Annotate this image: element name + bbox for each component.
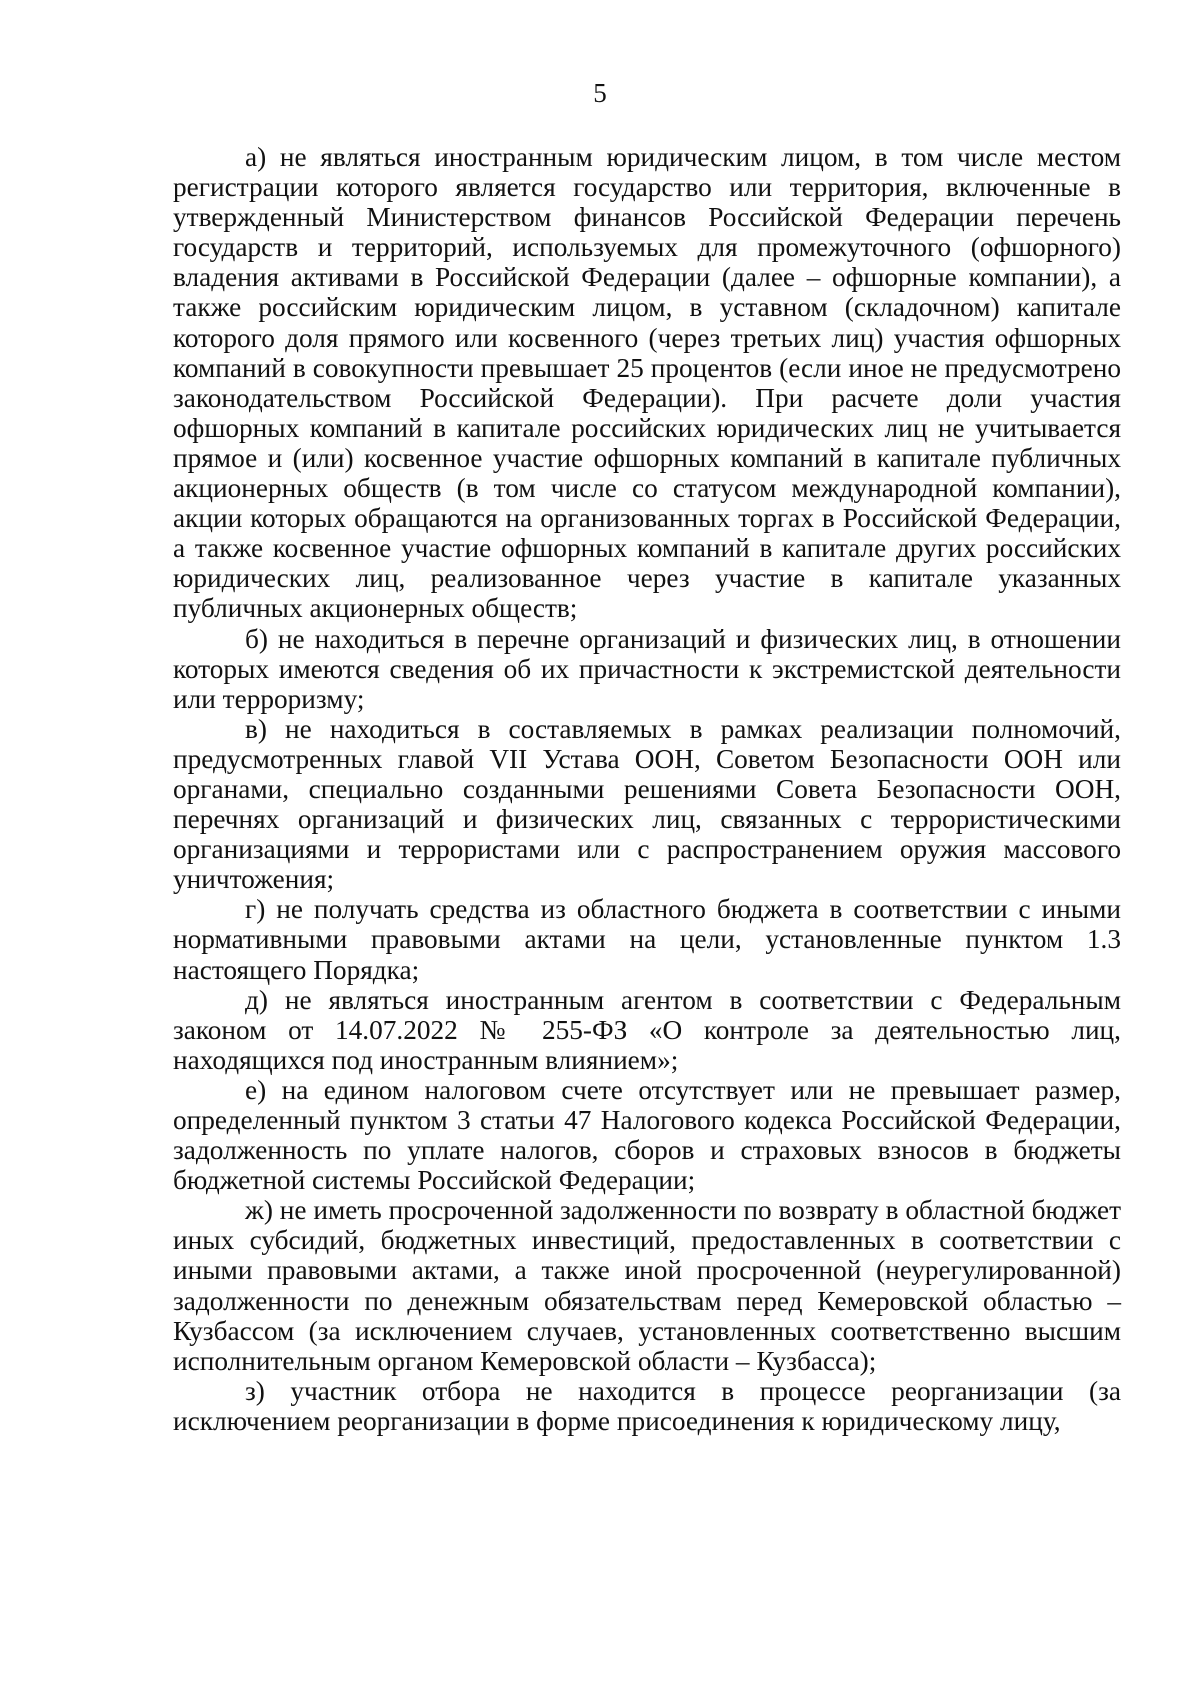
- paragraph-e: е) на едином налоговом счете отсутствует или не превышает размер, определенный пунктом 3 статьи 47 Налогового кодекса Российской Федерации, задолженность по уплате налогов, сборов и страховых взносов в бюджеты бюджетной системы Российской Федерации;: [173, 1074, 1121, 1196]
- page-number: 5: [593, 78, 607, 108]
- paragraph-z: з) участник отбора не находится в процессе реорганизации (за исключением реорганизации в форме присоединения к юридическому лицу,: [173, 1375, 1121, 1436]
- document-body: [173, 142, 1121, 1436]
- paragraph-a: а) не являться иностранным юридическим лицом, в том числе местом регистрации которого является государство или территория, включенные в утвержденный Министерством финансов Российской Федерации перечень государств и территорий, используемых для промежуточного (офшорного) владения активами в Российской Федерации (далее – офшорные компании), а также российским юридическим лицом, в уставном (складочном) капитале которого доля прямого или косвенного (через третьих лиц) участия офшорных компаний в совокупности превышает 25 процентов (если иное не предусмотрено законодательством Российской Федерации). При расчете доли участия офшорных компаний в капитале российских юридических лиц не учитывается прямое и (или) косвенное участие офшорных компаний в капитале публичных акционерных обществ (в том числе со статусом международной компании), акции которых обращаются на организованных торгах в Российской Федерации, а также косвенное участие офшорных компаний в капитале других российских юридических лиц, реализованное через участие в капитале указанных публичных акционерных обществ;: [173, 142, 1121, 624]
- paragraph-b: б) не находиться в перечне организаций и физических лиц, в отношении которых имеются сведения об их причастности к экстремистской деятельности или терроризму;: [173, 623, 1121, 714]
- paragraph-g: г) не получать средства из областного бюджета в соответствии с иными нормативными правовыми актами на цели, установленные пунктом 1.3 настоящего Порядка;: [173, 894, 1121, 985]
- paragraph-v: в) не находиться в составляемых в рамках реализации полномочий, предусмотренных главой VII Устава ООН, Советом Безопасности ООН или органами, специально созданными решениями Совета Безопасности ООН, перечнях организаций и физических лиц, связанных с террористическими организациями и террористами или с распространением оружия массового уничтожения;: [173, 713, 1121, 895]
- paragraph-zh: ж) не иметь просроченной задолженности по возврату в областной бюджет иных субсидий, бюджетных инвестиций, предоставленных в соответствии с иными правовыми актами, а также иной просроченной (неурегулированной) задолженности по денежным обязательствам перед Кемеровской областью – Кузбассом (за исключением случаев, установленных соответственно высшим исполнительным органом Кемеровской области – Кузбасса);: [173, 1195, 1121, 1376]
- paragraph-d: д) не являться иностранным агентом в соответствии с Федеральным законом от 14.07.2022 № 255-ФЗ «О контроле за деятельностью лиц, находящихся под иностранным влиянием»;: [173, 984, 1121, 1075]
